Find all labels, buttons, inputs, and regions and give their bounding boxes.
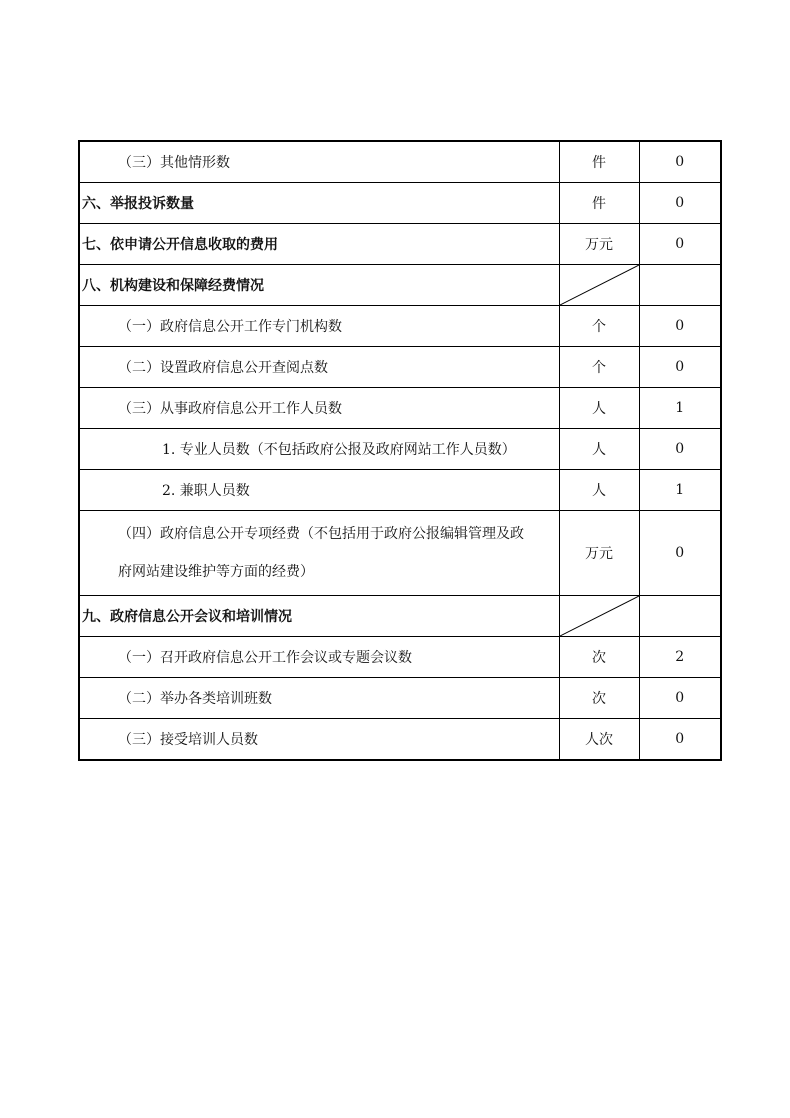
table-row [79, 637, 721, 678]
value-cell: 1 [639, 470, 721, 511]
item-label: 2. 兼职人员数 [79, 470, 559, 511]
item-label: （一）政府信息公开工作专门机构数 [79, 306, 559, 347]
unit-cell: 次 [559, 678, 639, 719]
value-cell: 1 [639, 388, 721, 429]
empty-cell [639, 596, 721, 637]
statistics-table [78, 140, 722, 761]
empty-cell [639, 265, 721, 306]
item-label: （一）召开政府信息公开工作会议或专题会议数 [79, 637, 559, 678]
unit-cell: 件 [559, 141, 639, 183]
item-label: （二）举办各类培训班数 [79, 678, 559, 719]
table-row [79, 511, 721, 596]
value-cell: 0 [639, 141, 721, 183]
value-cell: 2 [639, 637, 721, 678]
value-cell: 0 [639, 347, 721, 388]
section-heading: 九、政府信息公开会议和培训情况 [79, 596, 559, 637]
unit-cell: 人次 [559, 719, 639, 761]
table-row [79, 678, 721, 719]
diagonal-slash-cell [559, 265, 639, 306]
item-label: （二）设置政府信息公开查阅点数 [79, 347, 559, 388]
item-label: （四）政府信息公开专项经费（不包括用于政府公报编辑管理及政府网站建设维护等方面的经费） [79, 511, 559, 596]
unit-cell: 次 [559, 637, 639, 678]
unit-cell: 件 [559, 183, 639, 224]
item-label: （三）其他情形数 [79, 141, 559, 183]
unit-cell: 万元 [559, 224, 639, 265]
table-row [79, 183, 721, 224]
table-row [79, 141, 721, 183]
section-heading: 六、举报投诉数量 [79, 183, 559, 224]
value-cell: 0 [639, 183, 721, 224]
value-cell: 0 [639, 719, 721, 761]
table-row [79, 388, 721, 429]
unit-cell: 人 [559, 429, 639, 470]
unit-cell: 个 [559, 306, 639, 347]
value-cell: 0 [639, 511, 721, 596]
table-row [79, 719, 721, 761]
item-label: 1. 专业人员数（不包括政府公报及政府网站工作人员数） [79, 429, 559, 470]
value-cell: 0 [639, 224, 721, 265]
item-label: （三）接受培训人员数 [79, 719, 559, 761]
section-heading: 七、依申请公开信息收取的费用 [79, 224, 559, 265]
diagonal-slash-cell [559, 596, 639, 637]
section-heading: 八、机构建设和保障经费情况 [79, 265, 559, 306]
item-label: （三）从事政府信息公开工作人员数 [79, 388, 559, 429]
table-row [79, 265, 721, 306]
diagonal-line [560, 596, 639, 636]
table-row [79, 470, 721, 511]
table-row [79, 596, 721, 637]
table-row [79, 306, 721, 347]
unit-cell: 人 [559, 470, 639, 511]
value-cell: 0 [639, 678, 721, 719]
value-cell: 0 [639, 429, 721, 470]
table-row [79, 347, 721, 388]
value-cell: 0 [639, 306, 721, 347]
unit-cell: 万元 [559, 511, 639, 596]
unit-cell: 个 [559, 347, 639, 388]
diagonal-line [560, 265, 639, 305]
unit-cell: 人 [559, 388, 639, 429]
table-row [79, 224, 721, 265]
table-row [79, 429, 721, 470]
